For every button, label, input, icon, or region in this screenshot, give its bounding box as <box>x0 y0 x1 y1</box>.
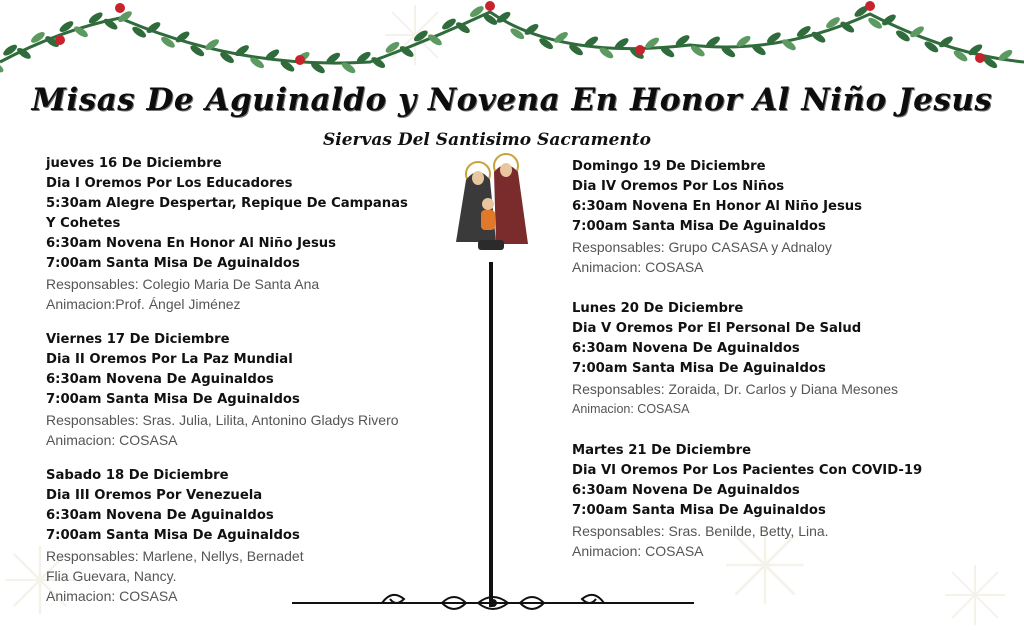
day-theme: Dia III Oremos Por Venezuela <box>46 488 263 503</box>
event-line: 6:30am Novena De Aguinaldos <box>572 341 800 356</box>
day-theme: Dia VI Oremos Por Los Pacientes Con COVID-19 <box>572 463 923 478</box>
event-line: 7:00am Santa Misa De Aguinaldos <box>572 219 826 234</box>
day-block <box>572 441 1002 561</box>
animacion-note: Animacion: COSASA <box>46 588 178 604</box>
animacion-note: Animacion: COSASA <box>572 543 704 559</box>
center-divider <box>489 262 493 607</box>
event-line: 6:30am Novena De Aguinaldos <box>46 508 274 523</box>
pine-garland-icon <box>0 0 1024 90</box>
day-date: Viernes 17 De Diciembre <box>46 332 230 347</box>
event-line: 6:30am Novena En Honor Al Niño Jesus <box>572 199 863 214</box>
day-date: jueves 16 De Diciembre <box>46 156 222 171</box>
right-schedule-column <box>572 157 1002 577</box>
holy-family-icon <box>448 152 534 256</box>
day-date: Sabado 18 De Diciembre <box>46 468 229 483</box>
left-schedule-column <box>46 154 446 622</box>
day-theme: Dia IV Oremos Por Los Niños <box>572 179 785 194</box>
event-line: Y Cohetes <box>46 216 121 231</box>
page-subtitle: Siervas Del Santisimo Sacramento <box>322 130 652 150</box>
responsables-note: Responsables: Colegio Maria De Santa Ana <box>46 276 320 292</box>
day-theme: Dia V Oremos Por El Personal De Salud <box>572 321 862 336</box>
animacion-note: Animacion:Prof. Ángel Jiménez <box>46 296 241 312</box>
day-date: Domingo 19 De Diciembre <box>572 159 766 174</box>
responsables-note: Responsables: Zoraida, Dr. Carlos y Diana Mesones <box>572 381 899 397</box>
responsables-note: Responsables: Grupo CASASA y Adnaloy <box>572 239 832 255</box>
responsables-note: Responsables: Marlene, Nellys, Bernadet <box>46 548 304 564</box>
event-line: 6:30am Novena De Aguinaldos <box>46 372 274 387</box>
day-theme: Dia I Oremos Por Los Educadores <box>46 176 293 191</box>
day-date: Lunes 20 De Diciembre <box>572 301 744 316</box>
animacion-note: Animacion: COSASA <box>572 402 690 416</box>
day-block <box>46 330 446 450</box>
event-line: 7:00am Santa Misa De Aguinaldos <box>46 528 300 543</box>
responsables-note: Flia Guevara, Nancy. <box>46 568 177 584</box>
animacion-note: Animacion: COSASA <box>46 432 178 448</box>
day-date: Martes 21 De Diciembre <box>572 443 752 458</box>
event-line: 7:00am Santa Misa De Aguinaldos <box>46 256 300 271</box>
day-block <box>572 299 1002 419</box>
day-theme: Dia II Oremos Por La Paz Mundial <box>46 352 293 367</box>
responsables-note: Responsables: Sras. Benilde, Betty, Lina. <box>572 523 829 539</box>
page-title: Misas De Aguinaldo y Novena En Honor Al Niño Jesus <box>31 82 993 118</box>
day-block <box>46 154 446 314</box>
day-block <box>572 157 1002 277</box>
event-line: 6:30am Novena De Aguinaldos <box>572 483 800 498</box>
event-line: 7:00am Santa Misa De Aguinaldos <box>46 392 300 407</box>
day-block <box>46 466 446 606</box>
event-line: 7:00am Santa Misa De Aguinaldos <box>572 503 826 518</box>
event-line: 6:30am Novena En Honor Al Niño Jesus <box>46 236 337 251</box>
responsables-note: Responsables: Sras. Julia, Lilita, Antonino Gladys Rivero <box>46 412 399 428</box>
event-line: 7:00am Santa Misa De Aguinaldos <box>572 361 826 376</box>
animacion-note: Animacion: COSASA <box>572 259 704 275</box>
event-line: 5:30am Alegre Despertar, Repique De Campanas <box>46 196 408 211</box>
